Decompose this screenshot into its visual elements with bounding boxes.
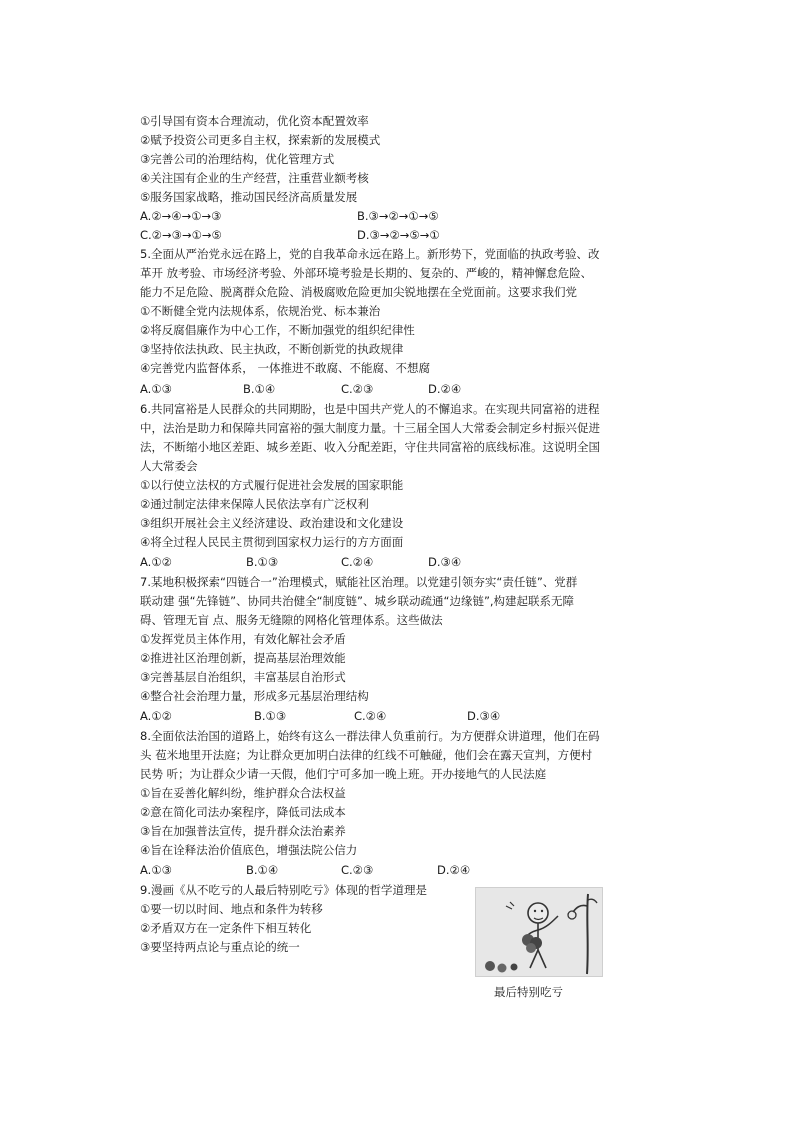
q8-item-1: ①旨在妥善化解纠纷，维护群众合法权益 — [140, 786, 346, 800]
q4-item-1: ①引导国有资本合理流动，优化资本配置效率 — [140, 114, 369, 128]
q6-option-c: C.②④ — [341, 555, 374, 569]
q7-stem-line-2: 联动建 强“先锋链”、协同共治健全“制度链”、城乡联动疏通“边缘链”,构建起联系无障 — [140, 594, 575, 608]
q8-option-b: B.①④ — [246, 863, 279, 877]
q9-stem: 9.漫画《从不吃亏的人最后特别吃亏》体现的哲学道理是 — [140, 883, 427, 897]
q7-stem-line-3: 碍、管理无盲 点、服务无缝隙的网格化管理体系。这些做法 — [140, 613, 443, 627]
q5-item-3: ③坚持依法执政、民主执政，不断创新党的执政规律 — [140, 342, 404, 356]
q4-item-3: ③完善公司的治理结构，优化管理方式 — [140, 152, 335, 166]
q5-option-c: C.②③ — [341, 382, 374, 396]
q7-item-4: ④整合社会治理力量，形成多元基层治理结构 — [140, 689, 369, 703]
q6-option-d: D.③④ — [428, 555, 462, 569]
q7-option-b: B.①③ — [254, 709, 287, 723]
q7-item-2: ②推进社区治理创新，提高基层治理效能 — [140, 651, 346, 665]
q5-option-a: A.①③ — [140, 382, 172, 396]
q9-item-2: ②矛盾双方在一定条件下相互转化 — [140, 921, 312, 935]
q7-option-a: A.①② — [140, 709, 172, 723]
q7-stem-line-1: 7.某地积极探索“四链合一”治理模式，赋能社区治理。以党建引领夯实“责任链”、党群 — [140, 575, 578, 589]
q4-option-b: B.③→②→①→⑤ — [357, 209, 439, 223]
q8-option-a: A.①③ — [140, 863, 172, 877]
q5-item-2: ②将反腐倡廉作为中心工作，不断加强党的组织纪律性 — [140, 323, 415, 337]
cartoon-drawing — [476, 888, 602, 976]
q6-option-b: B.①③ — [246, 555, 279, 569]
q4-option-c: C.②→③→①→⑤ — [140, 228, 222, 242]
q6-item-1: ①以行使立法权的方式履行促进社会发展的国家职能 — [140, 478, 404, 492]
q9-item-3: ③要坚持两点论与重点论的统一 — [140, 940, 300, 954]
q8-option-c: C.②③ — [341, 863, 374, 877]
q5-stem-line-2: 革开 放考验、市场经济考验、外部环境考验是长期的、复杂的、严峻的，精神懈怠危险、 — [140, 266, 593, 280]
q6-item-2: ②通过制定法律来保障人民依法享有广泛权利 — [140, 497, 369, 511]
q5-option-b: B.①④ — [243, 382, 276, 396]
q4-item-4: ④关注国有企业的生产经营，注重营业额考核 — [140, 171, 369, 185]
q5-option-d: D.②④ — [428, 382, 462, 396]
cartoon-image — [475, 887, 603, 977]
q5-item-4: ④完善党内监督体系， 一体推进不敢腐、不能腐、不想腐 — [140, 361, 430, 375]
q4-item-5: ⑤服务国家战略，推动国民经济高质量发展 — [140, 190, 358, 204]
q4-item-2: ②赋予投资公司更多自主权，探索新的发展模式 — [140, 133, 381, 147]
q8-stem-line-1: 8.全面依法治国的道路上，始终有这么一群法律人负重前行。为方便群众讲道理，他们在码 — [140, 729, 600, 743]
q6-option-a: A.①② — [140, 555, 172, 569]
q6-stem-line-3: 法，不断缩小地区差距、城乡差距、收入分配差距，守住共同富裕的底线标准。这说明全国 — [140, 440, 600, 454]
q7-option-d: D.③④ — [467, 709, 501, 723]
q9-item-1: ①要一切以时间、地点和条件为转移 — [140, 902, 323, 916]
q6-item-3: ③组织开展社会主义经济建设、政治建设和文化建设 — [140, 516, 404, 530]
q4-option-a: A.②→④→①→③ — [140, 209, 222, 223]
q4-option-d: D.③→②→⑤→① — [357, 228, 440, 242]
q6-stem-line-2: 中，法治是助力和保障共同富裕的强大制度力量。十三届全国人大常委会制定乡村振兴促进 — [140, 421, 600, 435]
q5-stem-line-3: 能力不足危险、脱离群众危险、消极腐败危险更加尖锐地摆在全党面前。这要求我们党 — [140, 285, 577, 299]
cartoon-caption: 最后特别吃亏 — [494, 985, 563, 999]
q8-stem-line-3: 民势 听；为让群众少请一天假，他们宁可多加一晚上班。开办接地气的人民法庭 — [140, 767, 547, 781]
q6-stem-line-4: 人大常委会 — [140, 459, 198, 473]
q8-item-3: ③旨在加强普法宣传，提升群众法治素养 — [140, 824, 346, 838]
q5-stem-line-1: 5.全面从严治党永远在路上，党的自我革命永远在路上。新形势下，党面临的执政考验、改 — [140, 247, 600, 261]
q8-item-4: ④旨在诠释法治价值底色，增强法院公信力 — [140, 843, 358, 857]
q7-item-1: ①发挥党员主体作用，有效化解社会矛盾 — [140, 632, 346, 646]
q7-item-3: ③完善基层自治组织，丰富基层自治形式 — [140, 670, 346, 684]
q7-option-c: C.②④ — [354, 709, 387, 723]
q8-stem-line-2: 头 苞米地里开法庭；为让群众更加明白法律的红线不可触碰，他们会在露天宣判，方便村 — [140, 748, 593, 762]
q8-option-d: D.②④ — [437, 863, 471, 877]
q6-item-4: ④将全过程人民民主贯彻到国家权力运行的方方面面 — [140, 535, 404, 549]
q8-item-2: ②意在简化司法办案程序，降低司法成本 — [140, 805, 346, 819]
q6-stem-line-1: 6.共同富裕是人民群众的共同期盼，也是中国共产党人的不懈追求。在实现共同富裕的进程 — [140, 402, 600, 416]
q5-item-1: ①不断健全党内法规体系，依规治党、标本兼治 — [140, 304, 381, 318]
